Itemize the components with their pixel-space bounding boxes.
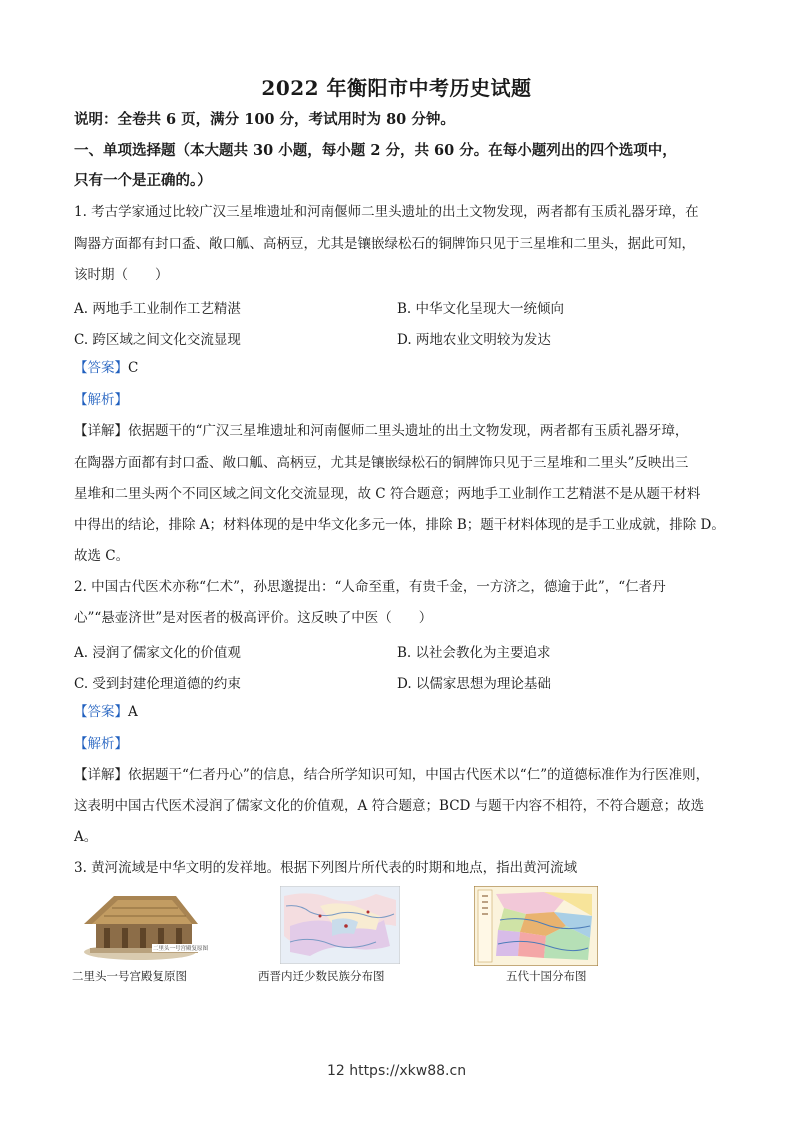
section-heading-line2: 只有一个是正确的。） bbox=[74, 172, 212, 189]
figure-inner-label: 二里头一号宫殿复原图 bbox=[153, 946, 209, 952]
answer-value: A bbox=[128, 704, 138, 720]
q2-stem-line: 心”“悬壶济世”是对医者的极高评价。这反映了中医（ ） bbox=[74, 610, 433, 626]
western-jin-map-image bbox=[280, 886, 400, 964]
answer-tag: 【答案】 bbox=[74, 704, 128, 720]
q3-stem-line: 3. 黄河流域是中华文明的发祥地。根据下列图片所代表的时期和地点，指出黄河流域 bbox=[74, 860, 578, 876]
q1-stem-line: 1. 考古学家通过比较广汉三星堆遗址和河南偃师二里头遗址的出土文物发现，两者都有玉质礼器牙璋，在 bbox=[74, 204, 699, 220]
instructions: 说明：全卷共 6 页，满分 100 分，考试用时为 80 分钟。 bbox=[74, 111, 455, 128]
detail-text: 依据题干的“广汉三星堆遗址和河南偃师二里头遗址的出土文物发现，两者都有玉质礼器牙璋， bbox=[128, 423, 689, 439]
q2-analysis-tag bbox=[74, 735, 128, 753]
analysis-tag: 【解析】 bbox=[74, 392, 128, 408]
q1-answer bbox=[74, 359, 138, 377]
palace-reconstruction-image bbox=[74, 886, 209, 966]
q1-detail-line bbox=[74, 422, 688, 440]
q1-analysis-tag bbox=[74, 391, 128, 409]
q1-detail-line: 故选 C。 bbox=[74, 548, 130, 564]
analysis-tag: 【解析】 bbox=[74, 736, 128, 752]
q1-option-d: D. 两地农业文明较为发达 bbox=[397, 332, 551, 348]
page-footer: 12 https://xkw88.cn bbox=[326, 1063, 467, 1079]
q3-figures bbox=[74, 886, 654, 986]
q1-detail-line: 星堆和二里头两个不同区域之间文化交流显现，故 C 符合题意；两地手工业制作工艺精湛不是从题干材料 bbox=[74, 486, 701, 502]
q2-option-b: B. 以社会教化为主要追求 bbox=[397, 645, 551, 661]
q2-detail-line: A。 bbox=[74, 829, 98, 845]
q2-stem-line: 2. 中国古代医术亦称“仁术”，孙思邈提出：“人命至重，有贵千金，一方济之，德逾于此”，“仁者丹 bbox=[74, 579, 666, 595]
q1-detail-line: 中得出的结论，排除 A；材料体现的是中华文化多元一体，排除 B；题干材料体现的是手工业成就，排除 D。 bbox=[74, 517, 725, 533]
answer-tag: 【答案】 bbox=[74, 360, 128, 376]
figure-caption: 二里头一号宫殿复原图 bbox=[72, 969, 187, 983]
q2-detail-line bbox=[74, 766, 709, 784]
q1-option-a: A. 两地手工业制作工艺精湛 bbox=[74, 301, 241, 317]
q2-answer bbox=[74, 703, 138, 721]
q1-option-b: B. 中华文化呈现大一统倾向 bbox=[397, 301, 565, 317]
detail-tag: 【详解】 bbox=[74, 423, 128, 439]
q2-option-d: D. 以儒家思想为理论基础 bbox=[397, 676, 551, 692]
q1-stem-line: 该时期（ ） bbox=[74, 267, 169, 283]
q1-stem-line: 陶器方面都有封口盉、敞口觚、高柄豆，尤其是镶嵌绿松石的铜牌饰只见于三星堆和二里头，据此可知， bbox=[74, 236, 695, 252]
figure-caption: 西晋内迁少数民族分布图 bbox=[258, 969, 385, 983]
q2-option-c: C. 受到封建伦理道德的约束 bbox=[74, 676, 241, 692]
q2-option-a: A. 浸润了儒家文化的价值观 bbox=[74, 645, 241, 661]
q1-option-c: C. 跨区域之间文化交流显现 bbox=[74, 332, 241, 348]
figure-caption: 五代十国分布图 bbox=[506, 969, 587, 983]
detail-text: 依据题干“仁者丹心”的信息，结合所学知识可知，中国古代医术以“仁”的道德标准作为行医准则， bbox=[128, 767, 710, 783]
q1-detail-line: 在陶器方面都有封口盉、敞口觚、高柄豆，尤其是镶嵌绿松石的铜牌饰只见于三星堆和二里头”反映出三 bbox=[74, 455, 689, 471]
q2-detail-line: 这表明中国古代医术浸润了儒家文化的价值观，A 符合题意；BCD 与题干内容不相符，不符合题意；故选 bbox=[74, 798, 705, 814]
answer-value: C bbox=[128, 360, 139, 376]
five-dynasties-map-image bbox=[474, 886, 598, 966]
detail-tag: 【详解】 bbox=[74, 767, 128, 783]
section-heading-line1: 一、单项选择题（本大题共 30 小题，每小题 2 分，共 60 分。在每小题列出的四个选项中， bbox=[74, 142, 677, 159]
page-title: 2022 年衡阳市中考历史试题 bbox=[261, 76, 532, 100]
